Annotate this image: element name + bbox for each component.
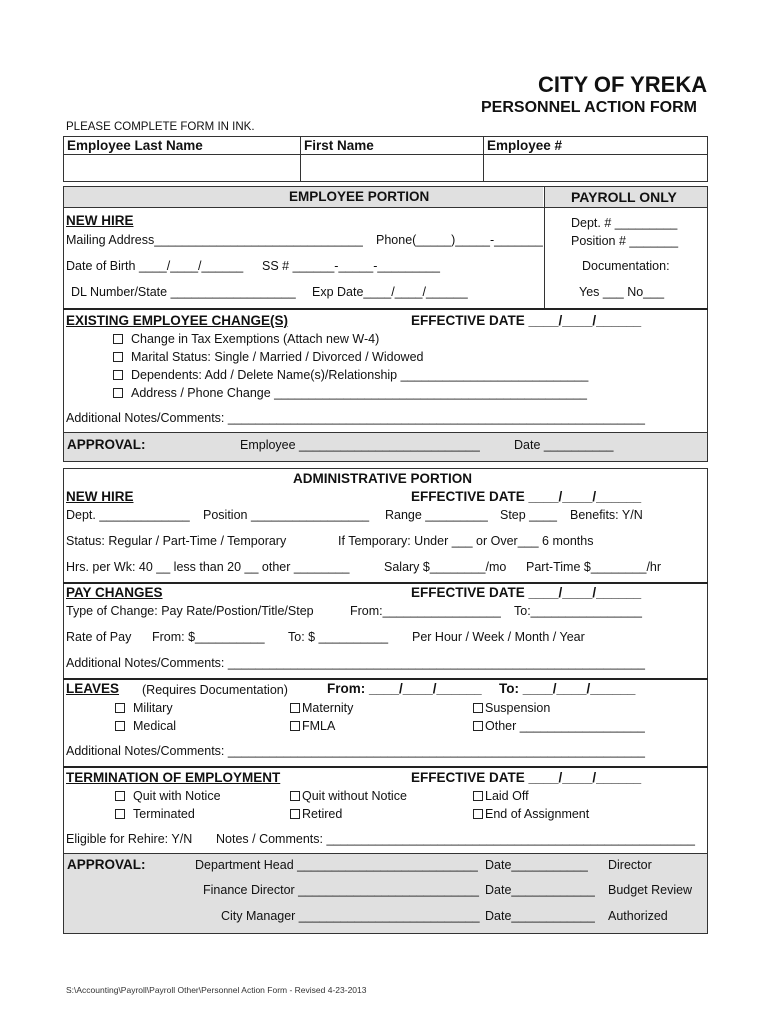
instruction-text: PLEASE COMPLETE FORM IN INK. (66, 121, 255, 133)
admin-position-field[interactable]: Position _________________ (203, 508, 370, 522)
mailing-address-field[interactable]: Mailing Address______________________________ (66, 233, 363, 247)
pay-from-field[interactable]: From:_________________ (350, 604, 501, 618)
leave-suspension[interactable]: Suspension (473, 701, 550, 715)
exp-date-field[interactable]: Exp Date____/____/______ (312, 285, 468, 299)
leave-to-date[interactable]: To: ____/____/______ (499, 681, 636, 696)
termination-effective-date[interactable]: EFFECTIVE DATE ____/____/______ (411, 770, 642, 785)
first-name-header: First Name (304, 138, 374, 153)
existing-notes-field[interactable]: Additional Notes/Comments: ____________________________________________________________ (66, 411, 645, 425)
term-retired[interactable]: Retired (290, 807, 342, 821)
checkbox-icon[interactable] (115, 721, 125, 731)
new-hire-heading: NEW HIRE (66, 213, 134, 228)
leave-medical[interactable]: Medical (115, 719, 176, 733)
existing-effective-date[interactable]: EFFECTIVE DATE ____/____/______ (411, 313, 642, 328)
rate-from-field[interactable]: From: $__________ (152, 630, 265, 644)
checkbox-icon[interactable] (473, 703, 483, 713)
checkbox-icon[interactable] (473, 791, 483, 801)
rate-period-field[interactable]: Per Hour / Week / Month / Year (412, 630, 585, 644)
date-of-birth-field[interactable]: Date of Birth ____/____/______ (66, 259, 244, 273)
approval-label: APPROVAL: (67, 437, 146, 452)
termination-heading: TERMINATION OF EMPLOYMENT (66, 770, 281, 785)
term-laid-off[interactable]: Laid Off (473, 789, 529, 803)
leave-from-date[interactable]: From: ____/____/______ (327, 681, 482, 696)
pay-to-field[interactable]: To:________________ (514, 604, 642, 618)
leave-military[interactable]: Military (115, 701, 173, 715)
admin-effective-date[interactable]: EFFECTIVE DATE ____/____/______ (411, 489, 642, 504)
checkbox-icon[interactable] (113, 370, 123, 380)
admin-benefits-field[interactable]: Benefits: Y/N (570, 508, 643, 522)
rehire-eligibility-field[interactable]: Eligible for Rehire: Y/N (66, 832, 193, 846)
termination-notes-field[interactable]: Notes / Comments: _____________________________________________________ (216, 832, 695, 846)
leaves-requires-label: (Requires Documentation) (142, 683, 288, 697)
admin-new-hire-heading: NEW HIRE (66, 489, 134, 504)
city-manager-signature[interactable]: City Manager __________________________ (221, 909, 480, 923)
rate-of-pay-label: Rate of Pay (66, 630, 132, 644)
rate-to-field[interactable]: To: $ __________ (288, 630, 389, 644)
finance-director-signature[interactable]: Finance Director __________________________ (203, 883, 479, 897)
authorized-label: Authorized (608, 909, 668, 923)
marital-status-item[interactable]: Marital Status: Single / Married / Divorced / Widowed (113, 350, 423, 364)
dept-number-field[interactable]: Dept. # _________ (571, 216, 678, 230)
admin-hours-field[interactable]: Hrs. per Wk: 40 __ less than 20 __ other ________ (66, 560, 350, 574)
director-label: Director (608, 858, 652, 872)
employee-portion-heading: EMPLOYEE PORTION (289, 189, 430, 204)
position-number-field[interactable]: Position # _______ (571, 234, 679, 248)
leave-other[interactable]: Other __________________ (473, 719, 645, 733)
department-head-signature[interactable]: Department Head __________________________ (195, 858, 478, 872)
term-quit-without-notice[interactable]: Quit without Notice (290, 789, 407, 803)
admin-parttime-field[interactable]: Part-Time $________/hr (526, 560, 662, 574)
admin-approval-label: APPROVAL: (67, 857, 146, 872)
term-end-assignment[interactable]: End of Assignment (473, 807, 589, 821)
admin-step-field[interactable]: Step ____ (500, 508, 557, 522)
dependents-item[interactable]: Dependents: Add / Delete Name(s)/Relationship ___________________________ (113, 368, 588, 382)
address-change-item[interactable]: Address / Phone Change _____________________________________________ (113, 386, 587, 400)
department-head-date[interactable]: Date___________ (485, 858, 588, 872)
leave-maternity[interactable]: Maternity (290, 701, 353, 715)
checkbox-icon[interactable] (473, 721, 483, 731)
checkbox-icon[interactable] (290, 809, 300, 819)
checkbox-icon[interactable] (115, 703, 125, 713)
leave-fmla[interactable]: FMLA (290, 719, 335, 733)
city-title: CITY OF YREKA (538, 72, 708, 97)
term-quit-notice[interactable]: Quit with Notice (115, 789, 221, 803)
city-manager-date[interactable]: Date____________ (485, 909, 595, 923)
file-path-footer: S:\Accounting\Payroll\Payroll Other\Personnel Action Form - Revised 4-23-2013 (66, 985, 367, 995)
leaves-heading: LEAVES (66, 681, 120, 696)
admin-range-field[interactable]: Range _________ (385, 508, 488, 522)
checkbox-icon[interactable] (115, 791, 125, 801)
term-terminated[interactable]: Terminated (115, 807, 195, 821)
checkbox-icon[interactable] (115, 809, 125, 819)
admin-dept-field[interactable]: Dept. _____________ (66, 508, 190, 522)
pay-effective-date[interactable]: EFFECTIVE DATE ____/____/______ (411, 585, 642, 600)
tax-exemptions-item[interactable]: Change in Tax Exemptions (Attach new W-4) (113, 332, 379, 346)
last-name-header: Employee Last Name (67, 138, 203, 153)
last-name-field[interactable] (64, 155, 299, 181)
pay-notes-field[interactable]: Additional Notes/Comments: ____________________________________________________________ (66, 656, 645, 670)
checkbox-icon[interactable] (113, 334, 123, 344)
ss-field[interactable]: SS # ______-_____-_________ (262, 259, 440, 273)
admin-temporary-field[interactable]: If Temporary: Under ___ or Over___ 6 months (338, 534, 594, 548)
leave-notes-field[interactable]: Additional Notes/Comments: ____________________________________________________________ (66, 744, 645, 758)
finance-director-date[interactable]: Date____________ (485, 883, 595, 897)
employee-sign-date-field[interactable]: Date __________ (514, 438, 614, 452)
checkbox-icon[interactable] (290, 791, 300, 801)
checkbox-icon[interactable] (113, 352, 123, 362)
checkbox-icon[interactable] (473, 809, 483, 819)
employee-signature-field[interactable]: Employee __________________________ (240, 438, 480, 452)
existing-change-heading: EXISTING EMPLOYEE CHANGE(S) (66, 313, 289, 328)
admin-portion-heading: ADMINISTRATIVE PORTION (293, 471, 473, 486)
employee-number-field[interactable] (484, 155, 707, 181)
documentation-label: Documentation: (582, 259, 670, 273)
checkbox-icon[interactable] (113, 388, 123, 398)
phone-field[interactable]: Phone(_____)_____-_______ (376, 233, 543, 247)
checkbox-icon[interactable] (290, 721, 300, 731)
payroll-only-heading: PAYROLL ONLY (571, 189, 677, 205)
pay-type-field[interactable]: Type of Change: Pay Rate/Postion/Title/Step (66, 604, 314, 618)
admin-salary-field[interactable]: Salary $________/mo (384, 560, 507, 574)
employee-number-header: Employee # (487, 138, 563, 153)
dl-number-field[interactable]: DL Number/State __________________ (71, 285, 296, 299)
first-name-field[interactable] (301, 155, 482, 181)
checkbox-icon[interactable] (290, 703, 300, 713)
documentation-yes-no[interactable]: Yes ___ No___ (579, 285, 665, 299)
form-title: PERSONNEL ACTION FORM (481, 99, 698, 116)
admin-status-field[interactable]: Status: Regular / Part-Time / Temporary (66, 534, 287, 548)
budget-review-label: Budget Review (608, 883, 693, 897)
pay-changes-heading: PAY CHANGES (66, 585, 163, 600)
